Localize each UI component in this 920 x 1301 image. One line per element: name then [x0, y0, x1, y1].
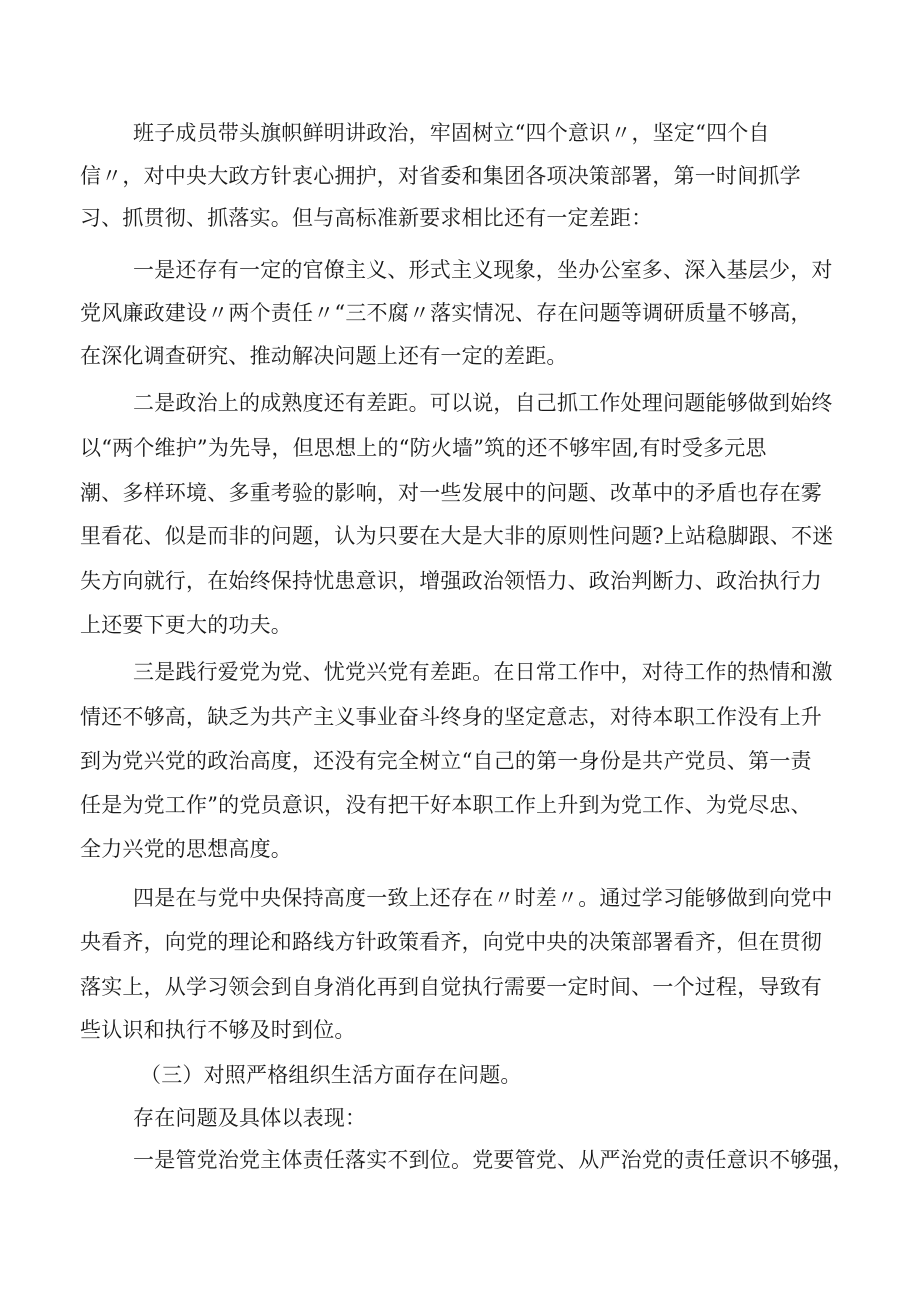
- text-line: 三是践行爱党为党、忧党兴党有差距。在日常工作中，对待工作的热情和激: [133, 660, 833, 684]
- text-line: 四是在与党中央保持高度一致上还存在〃时差〃。通过学习能够做到向党中: [133, 886, 833, 910]
- text-line: 上还要下更大的功夫。: [80, 613, 292, 637]
- text-line: 到为党兴党的政治高度，还没有完全树立“自己的第一身份是共产党员、第一责: [80, 749, 812, 773]
- text-line: 全力兴党的思想高度。: [80, 837, 292, 861]
- text-line: 情还不够高，缺乏为共产主义事业奋斗终身的坚定意志，对待本职工作没有上升: [80, 705, 822, 729]
- text-line: 落实上，从学习领会到自身消化再到自觉执行需要一定时间、一个过程，导致有: [80, 975, 822, 999]
- text-line: 些认识和执行不够及时到位。: [80, 1018, 356, 1042]
- text-line: 以“两个维护”为先导，但思想上的“防火墙”筑的还不够牢固,有时受多元思: [80, 436, 767, 460]
- text-line: 失方向就行，在始终保持忧患意识，增强政治领悟力、政治判断力、政治执行力: [80, 569, 822, 593]
- text-line: 存在问题及具体以表现：: [133, 1106, 367, 1130]
- text-line: 一是还存有一定的官僚主义、形式主义现象，坐办公室多、深入基层少，对: [133, 258, 833, 282]
- text-line: 党风廉政建设〃两个责任〃“三不腐〃落实情况、存在问题等调研质量不够高，: [80, 301, 812, 325]
- text-line: 习、抓贯彻、抓落实。但与高标准新要求相比还有一定差距：: [80, 206, 653, 230]
- text-line: 班子成员带头旗帜鲜明讲政治，牢固树立“四个意识〃，坚定“四个自: [133, 121, 770, 145]
- text-line: 潮、多样环境、多重考验的影响，对一些发展中的问题、改革中的矛盾也存在雾: [80, 481, 822, 505]
- text-line: 一是管党治党主体责任落实不到位。党要管党、从严治党的责任意识不够强，: [133, 1148, 854, 1172]
- section-heading: （三）对照严格组织生活方面存在问题。: [140, 1063, 522, 1087]
- text-line: 信〃，对中央大政方针衷心拥护，对省委和集团各项决策部署，第一时间抓学: [80, 164, 801, 188]
- text-line: 里看花、似是而非的问题，认为只要在大是大非的原则性问题?上站稳脚跟、不迷: [80, 524, 834, 548]
- text-line: 央看齐，向党的理论和路线方针政策看齐，向党中央的决策部署看齐，但在贯彻: [80, 930, 822, 954]
- text-line: 在深化调查研究、推动解决问题上还有一定的差距。: [80, 344, 568, 368]
- text-line: 二是政治上的成熟度还有差距。可以说，自己抓工作处理问题能够做到始终: [133, 391, 833, 415]
- text-line: 任是为党工作”的党员意识，没有把干好本职工作上升到为党工作、为党尽忠、: [80, 793, 812, 817]
